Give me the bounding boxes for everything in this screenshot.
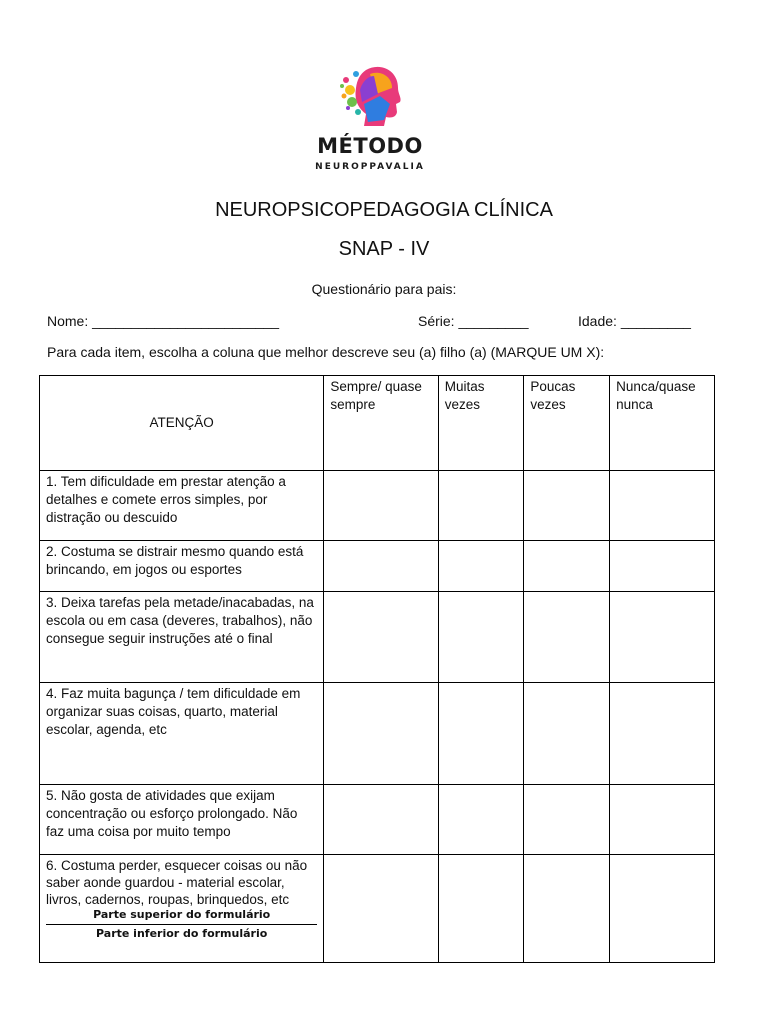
answer-cell[interactable]: [610, 541, 715, 592]
column-header: Muitas vezes: [438, 376, 524, 471]
table-row: [40, 541, 715, 592]
page-subtitle: SNAP - IV: [338, 238, 430, 260]
instruction-text: Para cada item, escolha a coluna que melhor descreve seu (a) filho (a) (MARQUE UM X):: [47, 344, 605, 360]
question-text: 3. Deixa tarefas pela metade/inacabadas, na escola ou em casa (deveres, trabalhos), não consegue seguir instruções até o final: [40, 592, 324, 683]
logo-wordmark: MÉTODO: [317, 134, 423, 158]
answer-cell[interactable]: [524, 471, 610, 541]
answer-cell[interactable]: [438, 683, 524, 785]
answer-cell[interactable]: [524, 785, 610, 855]
answer-cell[interactable]: [324, 541, 438, 592]
answer-cell[interactable]: [324, 471, 438, 541]
question-cell: [40, 855, 324, 963]
answer-cell[interactable]: [324, 855, 438, 963]
form-top-marker: Parte superior do formulário: [93, 908, 271, 921]
answer-cell[interactable]: [610, 683, 715, 785]
questionnaire-intro: Questionário para pais:: [311, 281, 457, 297]
question-text: 5. Não gosta de atividades que exijam concentração ou esforço prolongado. Não faz uma coisa por muito tempo: [40, 785, 324, 855]
logo: [308, 54, 432, 178]
answer-cell[interactable]: [610, 592, 715, 683]
table-row: [40, 683, 715, 785]
answer-cell[interactable]: [438, 471, 524, 541]
idade-field[interactable]: Idade: _________: [578, 313, 691, 329]
table-row: [40, 592, 715, 683]
snap-questionnaire-table: [39, 375, 715, 963]
column-header: Sempre/ quase sempre: [324, 376, 438, 471]
answer-cell[interactable]: [610, 855, 715, 963]
section-header: ATENÇÃO: [40, 376, 324, 471]
serie-field[interactable]: Série: _________: [418, 313, 529, 329]
answer-cell[interactable]: [438, 592, 524, 683]
answer-cell[interactable]: [524, 541, 610, 592]
answer-cell[interactable]: [324, 592, 438, 683]
column-header: Poucas vezes: [524, 376, 610, 471]
column-header: Nunca/quase nunca: [610, 376, 715, 471]
table-header-row: [40, 376, 715, 471]
answer-cell[interactable]: [524, 855, 610, 963]
question-text: 2. Costuma se distrair mesmo quando está brincando, em jogos ou esportes: [40, 541, 324, 592]
answer-cell[interactable]: [524, 592, 610, 683]
table-row: [40, 785, 715, 855]
answer-cell[interactable]: [610, 471, 715, 541]
answer-cell[interactable]: [438, 855, 524, 963]
colorful-head-profile-icon: [336, 60, 406, 130]
answer-cell[interactable]: [324, 683, 438, 785]
form-divider: [46, 924, 317, 925]
logo-subtitle: NEUROPPAVALIA: [315, 162, 425, 172]
table-row: [40, 471, 715, 541]
answer-cell[interactable]: [524, 683, 610, 785]
question-text: 6. Costuma perder, esquecer coisas ou não saber aonde guardou - material escolar, livros, cadernos, roupas, brinquedos, etc: [46, 858, 308, 907]
answer-cell[interactable]: [324, 785, 438, 855]
answer-cell[interactable]: [438, 541, 524, 592]
question-text: 4. Faz muita bagunça / tem dificuldade em organizar suas coisas, quarto, material escolar, agenda, etc: [40, 683, 324, 785]
page-title: NEUROPSICOPEDAGOGIA CLÍNICA: [215, 199, 553, 221]
answer-cell[interactable]: [610, 785, 715, 855]
question-text: 1. Tem dificuldade em prestar atenção a detalhes e comete erros simples, por distração ou descuido: [40, 471, 324, 541]
answer-cell[interactable]: [438, 785, 524, 855]
table-row: [40, 855, 715, 963]
nome-field[interactable]: Nome: ________________________: [47, 313, 279, 329]
form-bottom-marker: Parte inferior do formulário: [96, 927, 268, 940]
